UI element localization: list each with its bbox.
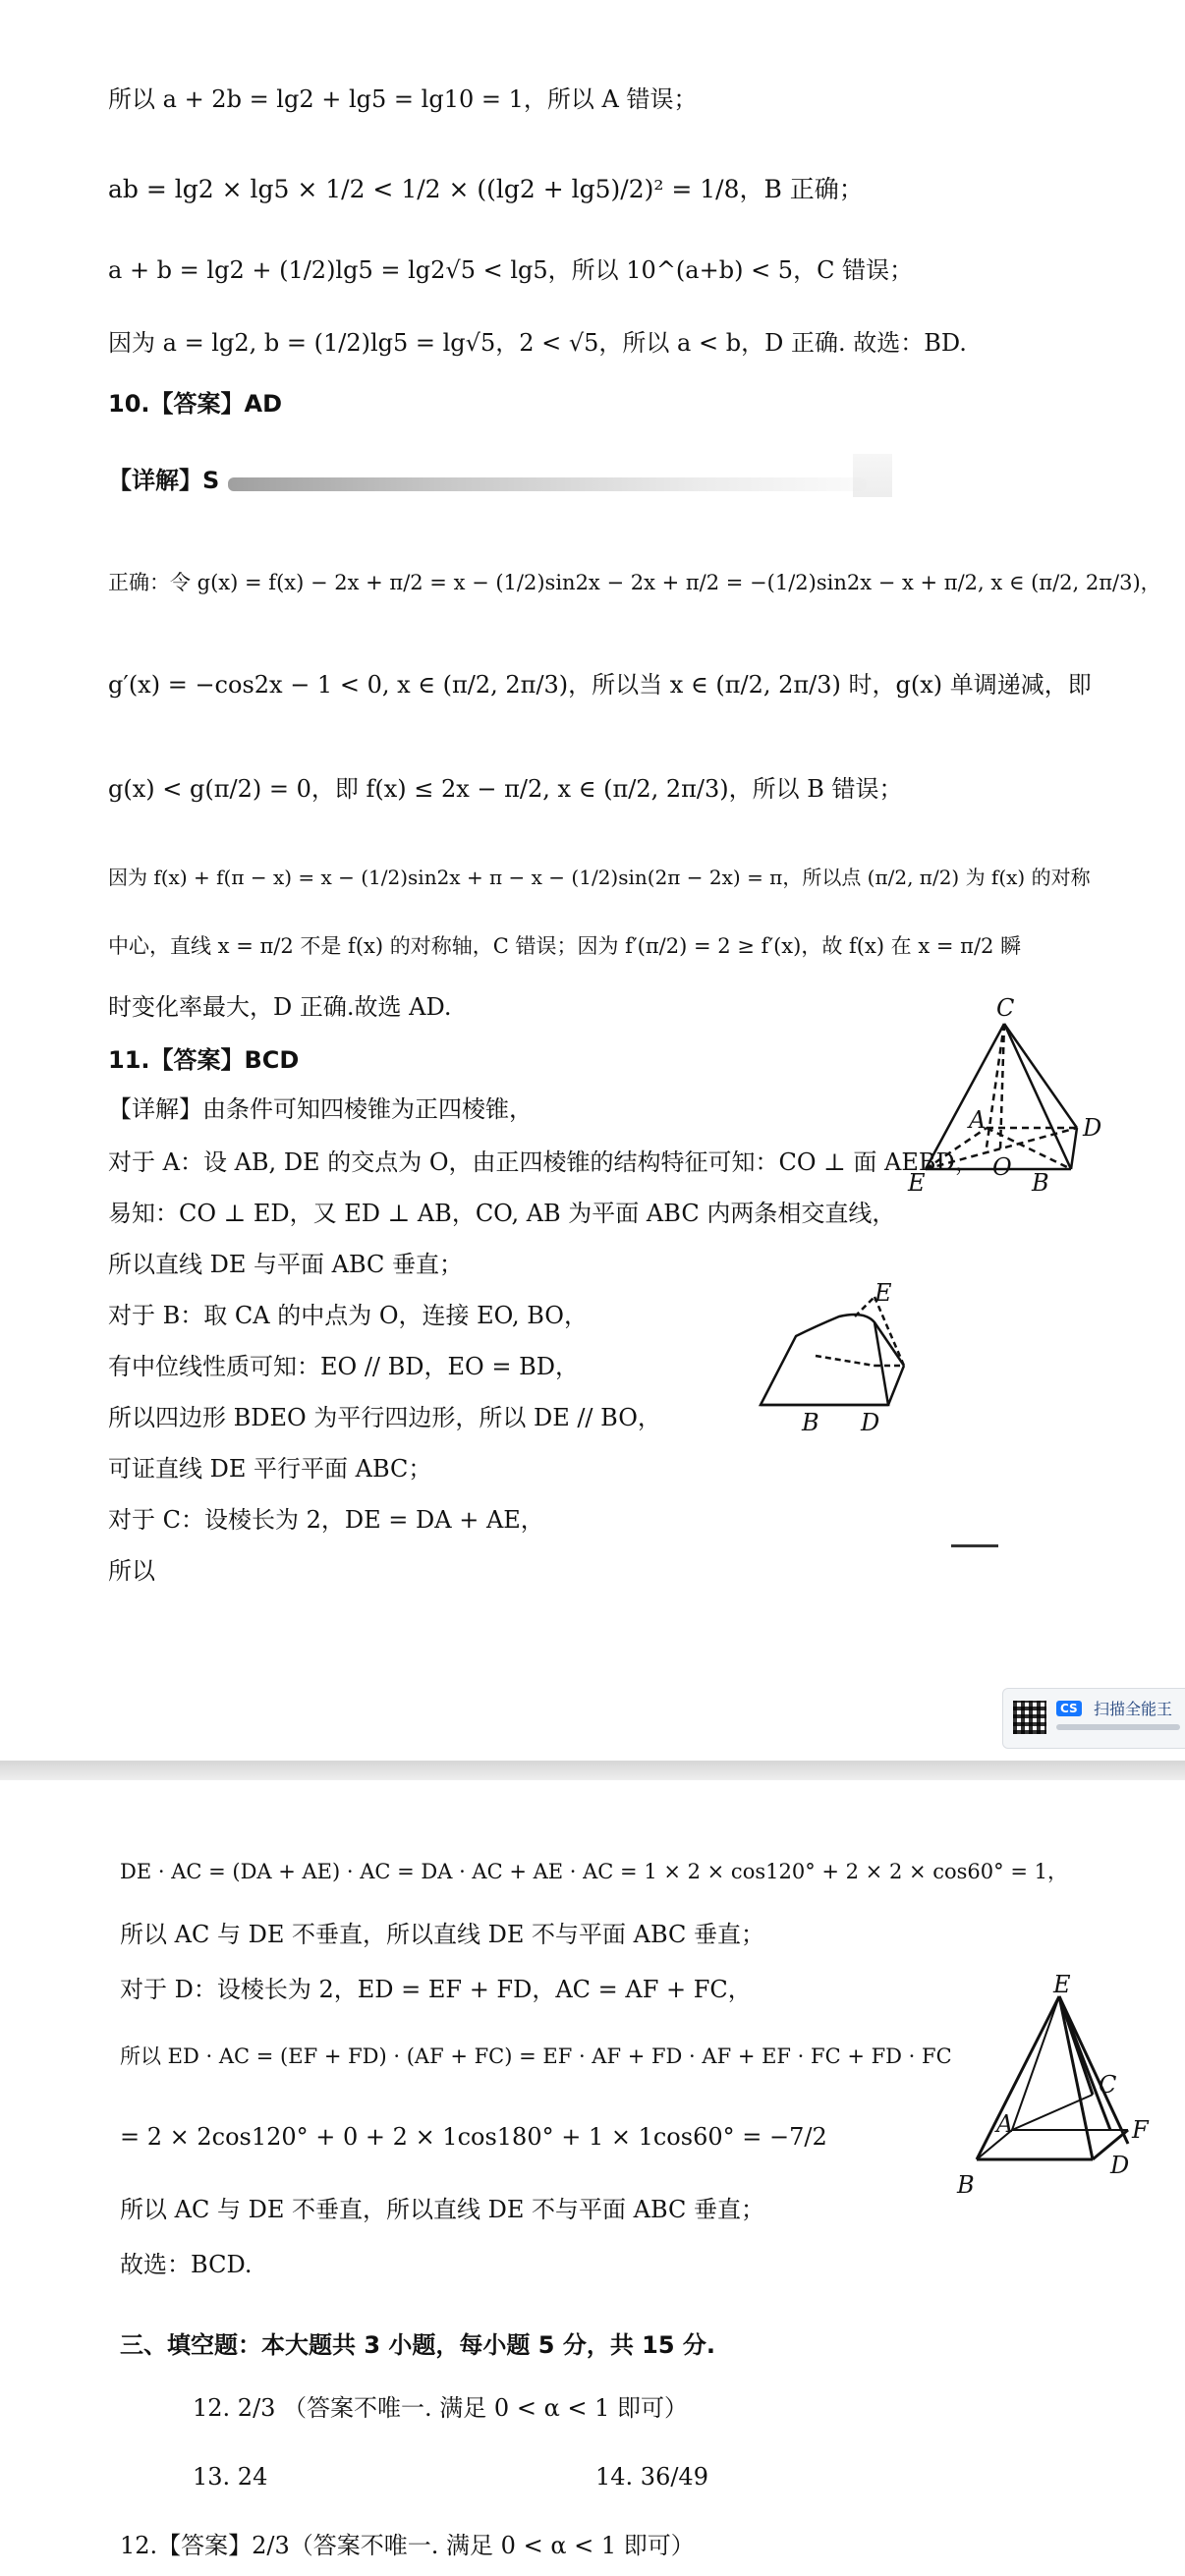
label-b: B (802, 1409, 819, 1436)
text-line: 故选：BCD. (120, 2251, 253, 2278)
label-d: D (861, 1409, 880, 1436)
text-line: 对于 B：取 CA 的中点为 O，连接 EO, BO， (108, 1302, 588, 1329)
text-line: 所以 a + 2b = lg2 + lg5 = lg10 = 1，所以 A 错误； (108, 85, 698, 113)
label-o: O (992, 1153, 1012, 1181)
label-a: A (969, 1106, 987, 1134)
text-line: 可证直线 DE 平行平面 ABC； (108, 1455, 432, 1483)
label-e: E (908, 1169, 926, 1197)
text-line: 所以四边形 BDEO 为平行四边形，所以 DE // BO， (108, 1404, 661, 1431)
text-line: DE · AC = (DA + AE) · AC = DA · AC + AE · AC = 1 × 2 × cos120° + 2 × 2 × cos60° = 1， (120, 1860, 1068, 1883)
text-line: ab = lg2 × lg5 × 1/2 < 1/2 × ((lg2 + lg5)/2)² = 1/8，B 正确； (108, 175, 864, 203)
label-a: A (996, 2110, 1014, 2138)
blurred-corner (853, 454, 892, 497)
label-e: E (875, 1279, 892, 1307)
answer-heading: 10.【答案】AD (108, 390, 283, 418)
text-line: 对于 C：设棱长为 2，DE = DA + AE， (108, 1506, 544, 1534)
pyramid-figure-1 (908, 994, 1110, 1199)
label-f: F (1132, 2116, 1149, 2144)
label-d: D (1110, 2152, 1130, 2179)
answer-heading: 11.【答案】BCD (108, 1046, 300, 1074)
qr-code-icon (1013, 1701, 1046, 1734)
answer-line: 13. 24 (193, 2463, 268, 2491)
scanner-watermark: CS 扫描全能王 (1002, 1688, 1185, 1749)
answer-line: 12. 2/3 （答案不唯一. 满足 0 < α < 1 即可） (193, 2394, 689, 2422)
text-line: 所以直线 DE 与平面 ABC 垂直； (108, 1251, 464, 1278)
text-line: 中心，直线 x = π/2 不是 f(x) 的对称轴，C 错误；因为 f′(π/2) = 2 ≥ f′(x)，故 f(x) 在 x = π/2 瞬 (108, 934, 1022, 958)
page-divider (0, 1761, 1185, 1780)
text-line: 有中位线性质可知：EO // BD，EO = BD， (108, 1353, 579, 1380)
text-line: 正确：令 g(x) = f(x) − 2x + π/2 = x − (1/2)sin2x − 2x + π/2 = −(1/2)sin2x − x + π/2, x ∈ (π/2, 2π/3)， (108, 571, 1161, 594)
text-line: 所以 AC 与 DE 不垂直，所以直线 DE 不与平面 ABC 垂直； (120, 2196, 765, 2223)
label-c: C (1099, 2071, 1117, 2099)
text-line: 【详解】由条件可知四棱锥为正四棱锥， (108, 1095, 533, 1123)
text-line: 因为 a = lg2, b = (1/2)lg5 = lg√5，2 < √5，所以 a < b，D 正确. 故选：BD. (108, 329, 967, 357)
stray-mark (951, 1544, 998, 1547)
label-b: B (957, 2171, 975, 2199)
answer-line: 14. 36/49 (595, 2463, 708, 2491)
text-line: 对于 D：设棱长为 2，ED = EF + FD，AC = AF + FC， (120, 1976, 752, 2003)
label-e: E (1053, 1971, 1071, 1998)
text-line: 对于 A：设 AB, DE 的交点为 O，由正四棱锥的结构特征可知：CO ⊥ 面 AEBD， (108, 1148, 979, 1176)
text-line: 时变化率最大，D 正确.故选 AD. (108, 993, 452, 1021)
blurred-region (228, 477, 867, 491)
text-line: = 2 × 2cos120° + 0 + 2 × 1cos180° + 1 × 1cos60° = −7/2 (120, 2123, 827, 2151)
partial-sketch-figure (757, 1279, 924, 1436)
label-c: C (996, 994, 1015, 1022)
text-line: 所以 (108, 1557, 155, 1585)
text-line: g′(x) = −cos2x − 1 < 0, x ∈ (π/2, 2π/3)，所以当 x ∈ (π/2, 2π/3) 时，g(x) 单调递减，即 (108, 671, 1092, 699)
section-heading: 三、填空题：本大题共 3 小题，每小题 5 分，共 15 分. (120, 2331, 716, 2359)
label-d: D (1083, 1114, 1102, 1142)
text-line: g(x) < g(π/2) = 0，即 f(x) ≤ 2x − π/2, x ∈ (π/2, 2π/3)，所以 B 错误； (108, 775, 903, 803)
text-line: 易知：CO ⊥ ED，又 ED ⊥ AB，CO, AB 为平面 ABC 内两条相交直线， (108, 1200, 896, 1227)
page-two (0, 1780, 1185, 2576)
text-line: 所以 AC 与 DE 不垂直，所以直线 DE 不与平面 ABC 垂直； (120, 1921, 765, 1948)
text-line: a + b = lg2 + (1/2)lg5 = lg2√5 < lg5，所以 10^(a+b) < 5，C 错误； (108, 256, 914, 284)
text-line: 所以 ED · AC = (EF + FD) · (AF + FC) = EF · AF + FD · AF + EF · FC + FD · FC (120, 2044, 952, 2068)
watermark-label: 扫描全能王 (1094, 1700, 1173, 1718)
detail-heading: 【详解】S (108, 467, 220, 494)
answer-heading: 12.【答案】2/3（答案不唯一. 满足 0 < α < 1 即可） (120, 2532, 695, 2559)
text-line: 因为 f(x) + f(π − x) = x − (1/2)sin2x + π − x − (1/2)sin(2π − 2x) = π，所以点 (π/2, π/2) 为 f(x) 的对称 (108, 866, 1091, 889)
label-b: B (1032, 1169, 1049, 1197)
pyramid-figure-2 (957, 1971, 1159, 2212)
